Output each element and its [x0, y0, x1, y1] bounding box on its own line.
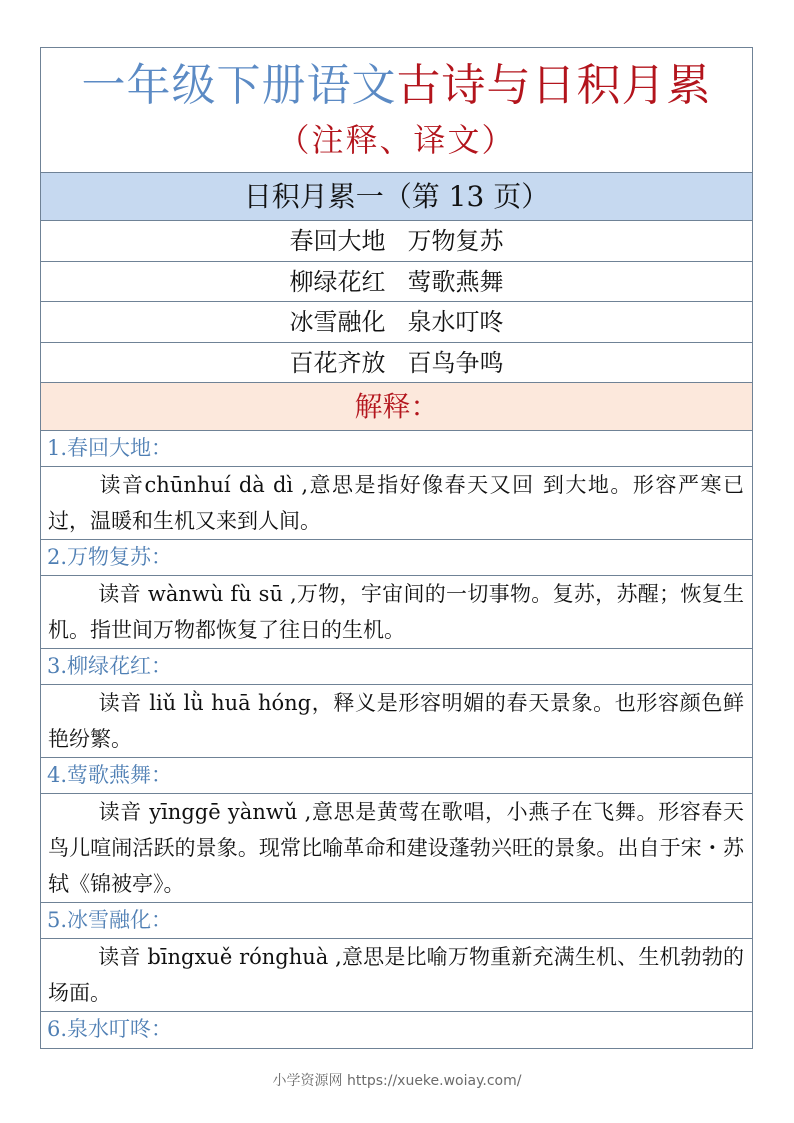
idiom-right: 万物复苏: [407, 227, 504, 255]
section-heading: 日积月累一（第 13 页）: [41, 173, 752, 221]
item-label: 1.春回大地：: [41, 431, 752, 467]
idiom-right: 泉水叮咚: [407, 308, 504, 336]
document-table: [40, 47, 753, 1049]
item-label: 5.冰雪融化：: [41, 903, 752, 939]
idiom-right: 莺歌燕舞: [407, 267, 504, 296]
explanation-heading: 解释：: [41, 383, 752, 431]
idiom-row: [41, 302, 752, 343]
footer-watermark: 小学资源网 https://xueke.woiay.com/: [272, 1073, 522, 1089]
idiom-left: 冰雪融化: [289, 308, 386, 336]
item-label: 4.莺歌燕舞：: [41, 758, 752, 794]
title-part-red: 古诗与日积月累: [396, 60, 712, 111]
item-text: [41, 794, 752, 903]
title-part-blue: 一年级下册语文: [81, 60, 397, 111]
item-text-content: 读音 yīnggē yànwǔ ,意思是黄莺在歌唱，小燕子在飞舞。形容春天鸟儿喧闹活跃的景象。现常比喻革命和建设蓬勃兴旺的景象。出自于宋・苏轼《锦被亭》。: [48, 800, 744, 896]
idiom-left: 百花齐放: [289, 348, 386, 377]
item-text: [41, 685, 752, 758]
item-text: [41, 939, 752, 1012]
item-text-content: 读音 liǔ lǜ huā hóng，释义是形容明媚的春天景象。也形容颜色鲜艳纷繁。: [48, 691, 744, 751]
item-text-content: 读音chūnhuí dà dì ,意思是指好像春天又回 到大地。形容严寒已过，温暖和生机又来到人间。: [48, 473, 744, 533]
document-subtitle: （注释、译文）: [277, 121, 516, 159]
item-label: 6.泉水叮咚：: [47, 1017, 173, 1041]
idiom-row: [41, 262, 752, 303]
item-text-content: 读音 bīngxuě rónghuà ,意思是比喻万物重新充满生机、生机勃勃的场面。: [48, 945, 744, 1005]
item-text: [41, 467, 752, 540]
document-title: [41, 48, 752, 116]
item-label: 3.柳绿花红：: [41, 649, 752, 685]
idiom-row: [41, 343, 752, 384]
idiom-row: [41, 221, 752, 262]
item-text-content: 读音 wànwù fù sū ,万物，宇宙间的一切事物。复苏，苏醒；恢复生机。指世间万物都恢复了往日的生机。: [48, 582, 744, 642]
idiom-left: 柳绿花红: [289, 267, 386, 296]
item-text: [41, 576, 752, 649]
item-label: 2.万物复苏：: [41, 540, 752, 576]
idiom-left: 春回大地: [289, 227, 386, 255]
idiom-right: 百鸟争鸣: [407, 348, 504, 377]
title-block: [41, 48, 752, 173]
